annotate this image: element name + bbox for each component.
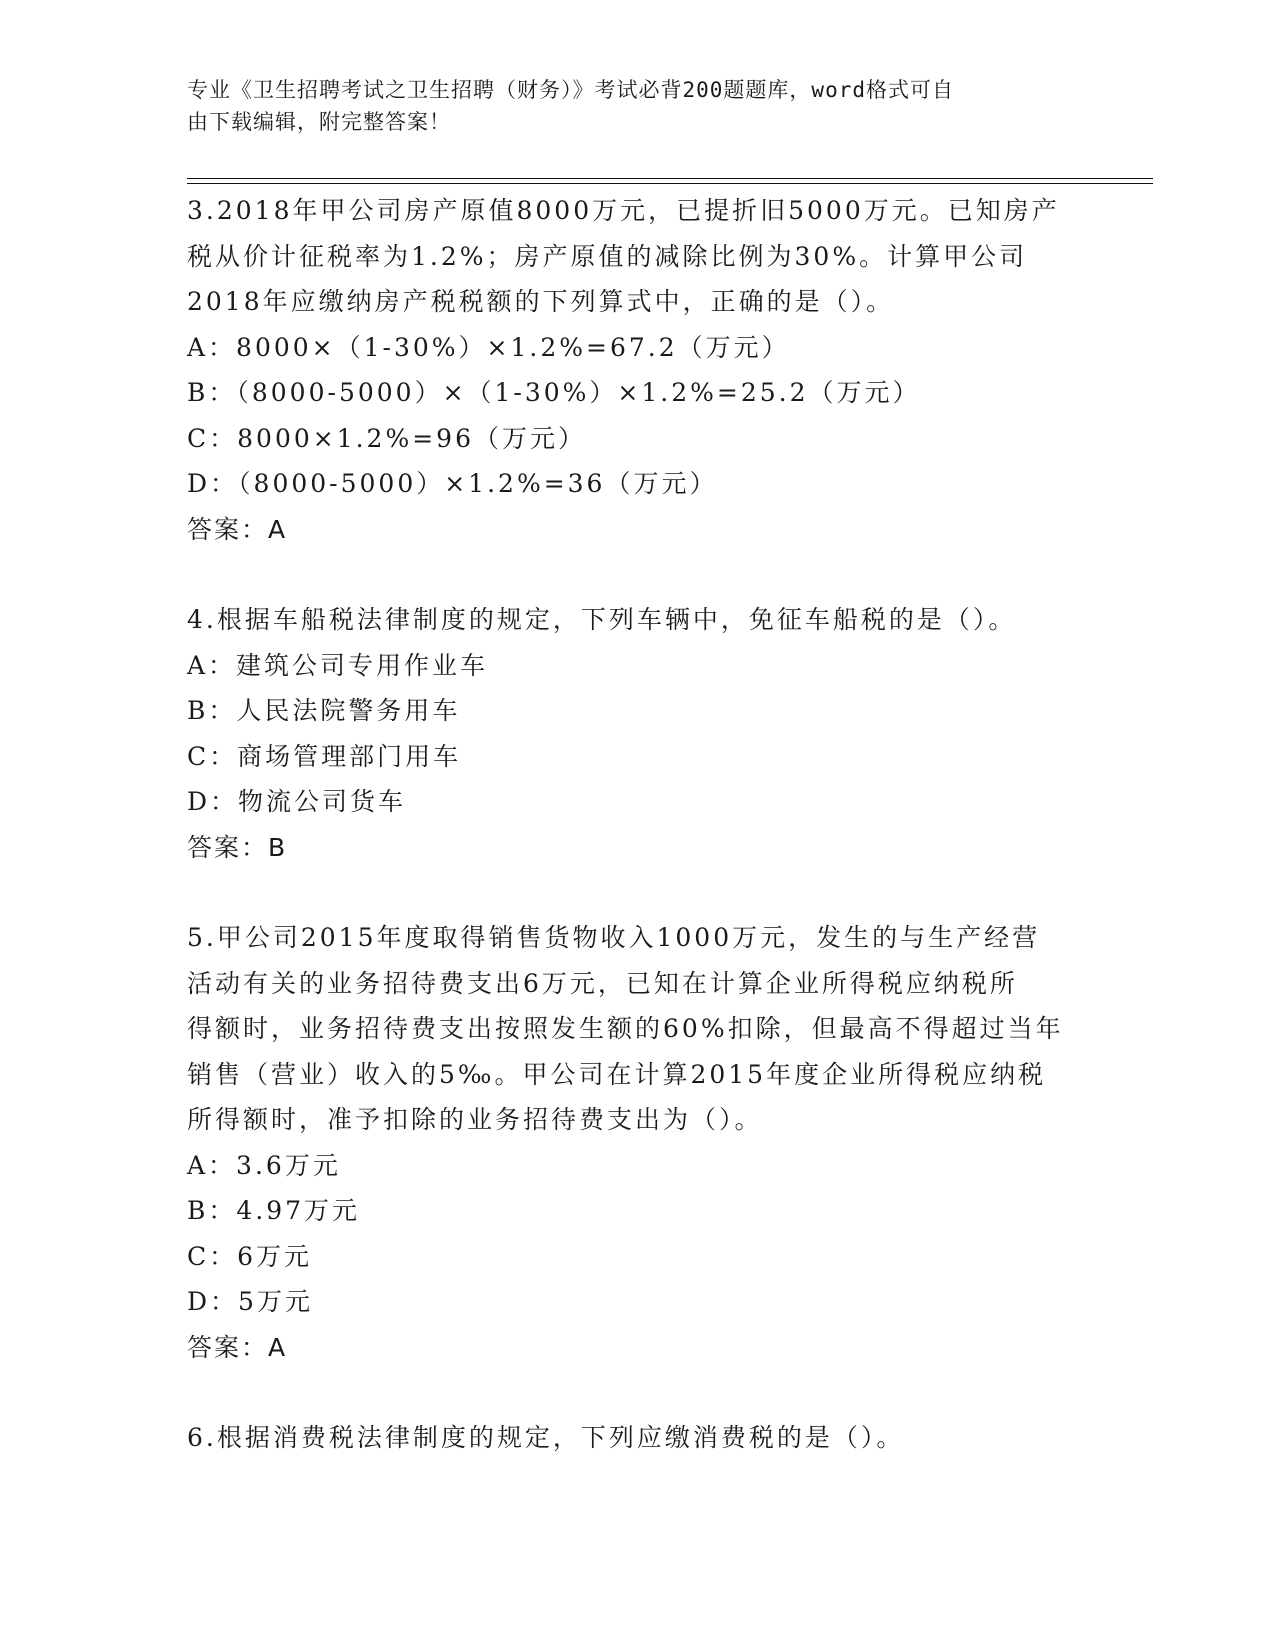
- answer-line: 答案：A: [187, 1332, 288, 1362]
- header-line-1: 专业《卫生招聘考试之卫生招聘（财务）》考试必背200题题库，word格式可自: [187, 78, 954, 102]
- question-stem-line: 6.根据消费税法律制度的规定，下列应缴消费税的是（）。: [187, 1423, 905, 1452]
- question-stem-line: 2018年应缴纳房产税税额的下列算式中，正确的是（）。: [187, 287, 895, 316]
- question-stem-line: 4.根据车船税法律制度的规定，下列车辆中，免征车船税的是（）。: [187, 605, 1017, 634]
- option-c: C：6万元: [187, 1241, 313, 1271]
- question-4: [187, 597, 1087, 870]
- question-3: [187, 188, 1087, 552]
- question-stem-line: 3.2018年甲公司房产原值8000万元，已提折旧5000万元。已知房产: [187, 196, 1060, 225]
- question-stem-line: 销售（营业）收入的5‰。甲公司在计算2015年度企业所得税应纳税: [187, 1059, 1047, 1089]
- question-list: [187, 188, 1087, 1461]
- spacer: [187, 552, 1087, 597]
- question-stem-line: 得额时，业务招待费支出按照发生额的60%扣除，但最高不得超过当年: [187, 1014, 1064, 1043]
- option-c: C：8000×1.2%=96（万元）: [187, 423, 586, 453]
- option-a: A：建筑公司专用作业车: [187, 650, 489, 680]
- option-b: B：4.97万元: [187, 1196, 361, 1225]
- question-stem-line: 税从价计征税率为1.2%；房产原值的减除比例为30%。计算甲公司: [187, 241, 1028, 271]
- question-stem-line: 所得额时，准予扣除的业务招待费支出为（）。: [187, 1105, 763, 1134]
- spacer: [187, 870, 1087, 915]
- question-5: [187, 915, 1087, 1370]
- question-6: [187, 1415, 1087, 1461]
- option-b: B：（8000-5000）×（1-30%）×1.2%=25.2（万元）: [187, 378, 921, 407]
- header-divider-bottom: [187, 183, 1153, 184]
- option-a: A：3.6万元: [187, 1150, 341, 1180]
- option-d: D：物流公司货车: [187, 787, 407, 816]
- spacer: [187, 1370, 1087, 1415]
- header-divider-top: [187, 178, 1153, 179]
- question-stem-line: 活动有关的业务招待费支出6万元，已知在计算企业所得税应纳税所: [187, 968, 1018, 998]
- option-d: D：5万元: [187, 1287, 313, 1316]
- document-header: [187, 74, 1067, 138]
- option-c: C：商场管理部门用车: [187, 741, 462, 771]
- option-d: D：（8000-5000）×1.2%=36（万元）: [187, 469, 718, 498]
- header-line-2: 由下载编辑，附完整答案！: [187, 110, 451, 134]
- option-b: B：人民法院警务用车: [187, 696, 461, 725]
- option-a: A：8000×（1-30%）×1.2%=67.2（万元）: [187, 332, 790, 362]
- answer-line: 答案：A: [187, 514, 288, 544]
- question-stem-line: 5.甲公司2015年度取得销售货物收入1000万元，发生的与生产经营: [187, 923, 1041, 952]
- answer-line: 答案：B: [187, 832, 288, 862]
